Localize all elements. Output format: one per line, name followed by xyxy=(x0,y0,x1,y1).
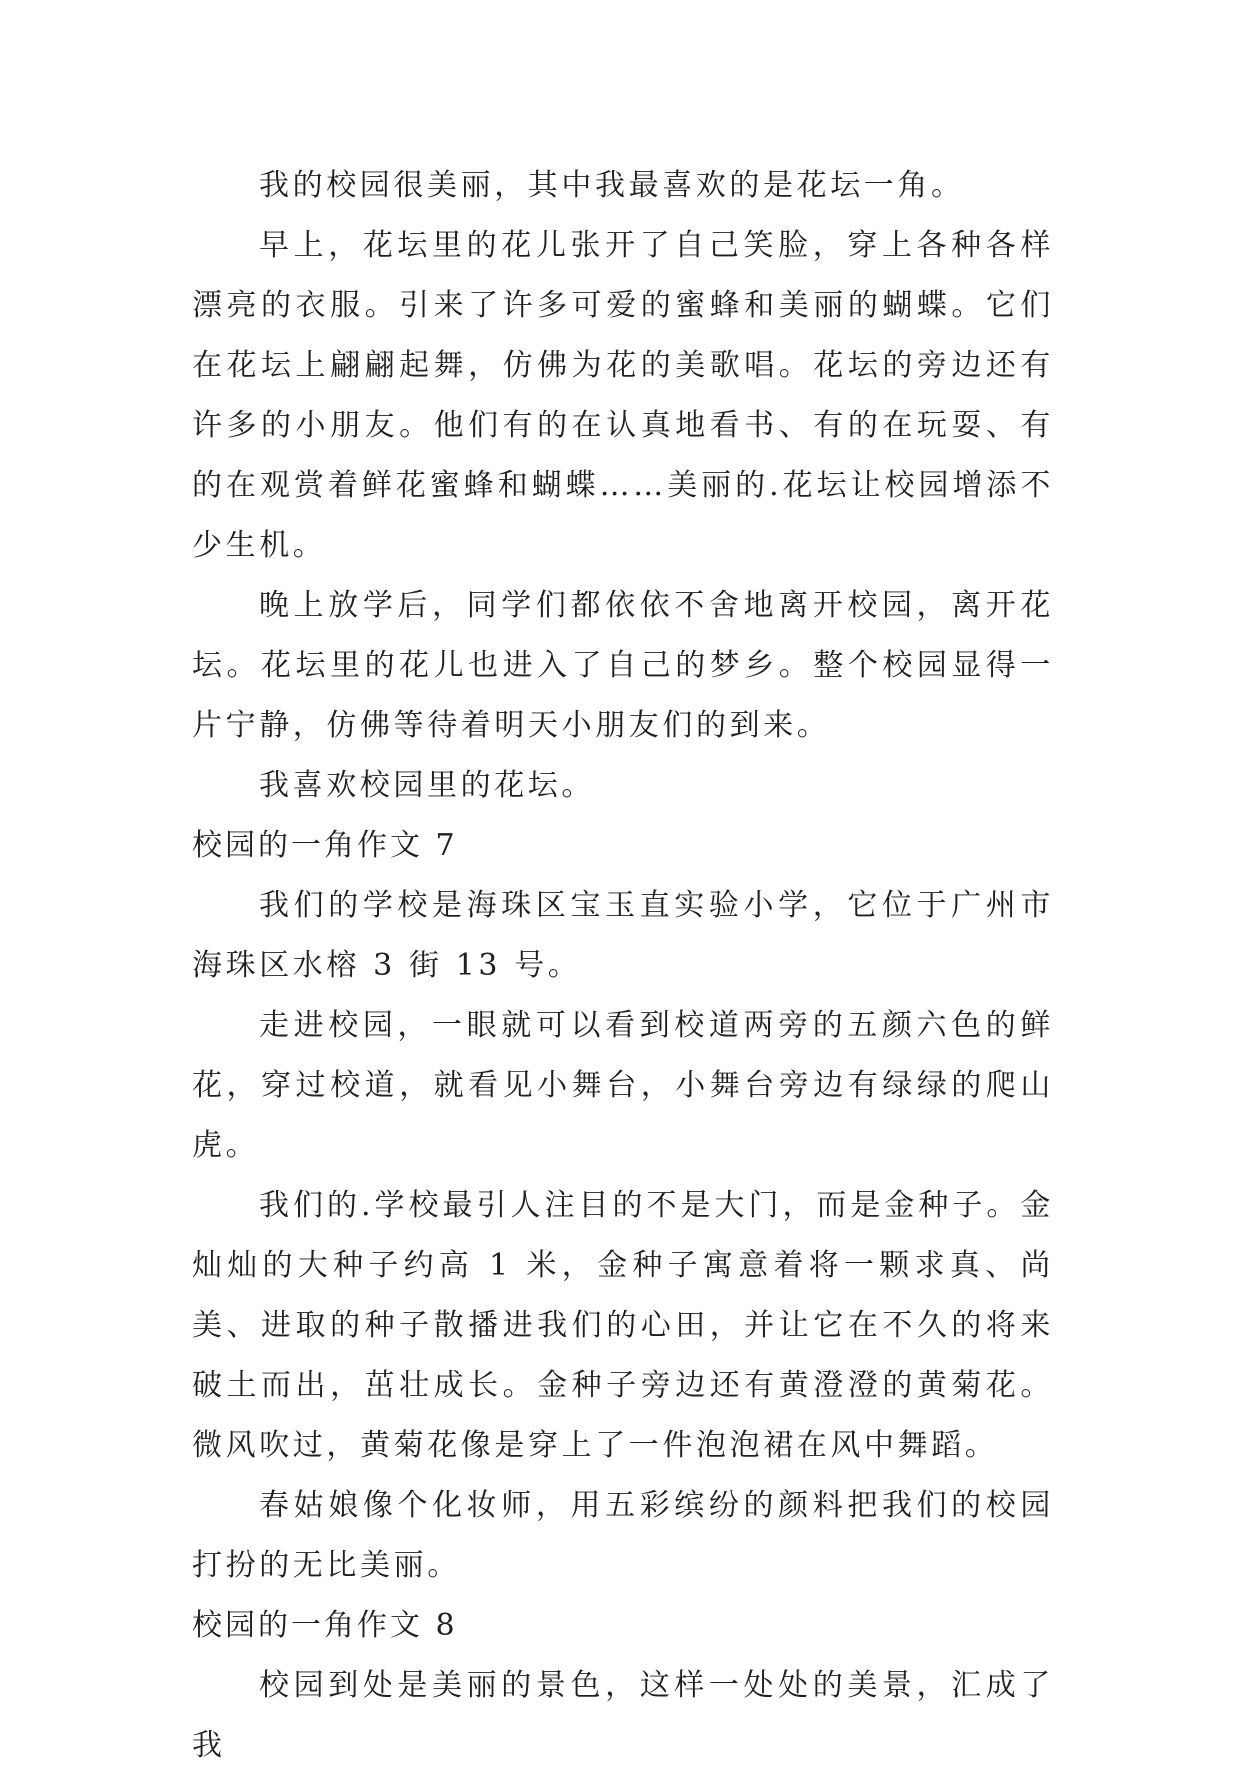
paragraph-golden-seed: 我们的.学校最引人注目的不是大门，而是金种子。金灿灿的大种子约高 1 米，金种子寓意着将一颗求真、尚美、进取的种子散播进我们的心田，并让它在不久的将来破土而出，茁壮成长。金种子旁边还有黄澄澄的黄菊花。微风吹过，黄菊花像是穿上了一件泡泡裙在风中舞蹈。 xyxy=(192,1188,1054,1463)
document-body xyxy=(192,156,1054,1776)
essay-heading-7: 校园的一角作文 7 xyxy=(192,828,458,863)
paragraph-school-location: 我们的学校是海珠区宝玉直实验小学，它位于广州市海珠区水榕 3 街 13 号。 xyxy=(192,888,1054,983)
essay-heading-8: 校园的一角作文 8 xyxy=(192,1608,458,1643)
paragraph-spring: 春姑娘像个化妆师，用五彩缤纷的颜料把我们的校园打扮的无比美丽。 xyxy=(192,1488,1054,1583)
paragraph-morning: 早上，花坛里的花儿张开了自己笑脸，穿上各种各样漂亮的衣服。引来了许多可爱的蜜蜂和美丽的蝴蝶。它们在花坛上翩翩起舞，仿佛为花的美歌唱。花坛的旁边还有许多的小朋友。他们有的在认真地看书、有的在玩耍、有的在观赏着鲜花蜜蜂和蝴蝶……美丽的.花坛让校园增添不少生机。 xyxy=(192,228,1054,563)
paragraph-conclusion: 我喜欢校园里的花坛。 xyxy=(259,768,595,803)
paragraph-flower-bed-intro: 我的校园很美丽，其中我最喜欢的是花坛一角。 xyxy=(259,168,965,203)
paragraph-campus-scenery: 校园到处是美丽的景色，这样一处处的美景，汇成了我 xyxy=(192,1668,1054,1763)
paragraph-entering-campus: 走进校园，一眼就可以看到校道两旁的五颜六色的鲜花，穿过校道，就看见小舞台，小舞台旁边有绿绿的爬山虎。 xyxy=(192,1008,1054,1163)
paragraph-evening: 晚上放学后，同学们都依依不舍地离开校园，离开花坛。花坛里的花儿也进入了自己的梦乡。整个校园显得一片宁静，仿佛等待着明天小朋友们的到来。 xyxy=(192,588,1054,743)
